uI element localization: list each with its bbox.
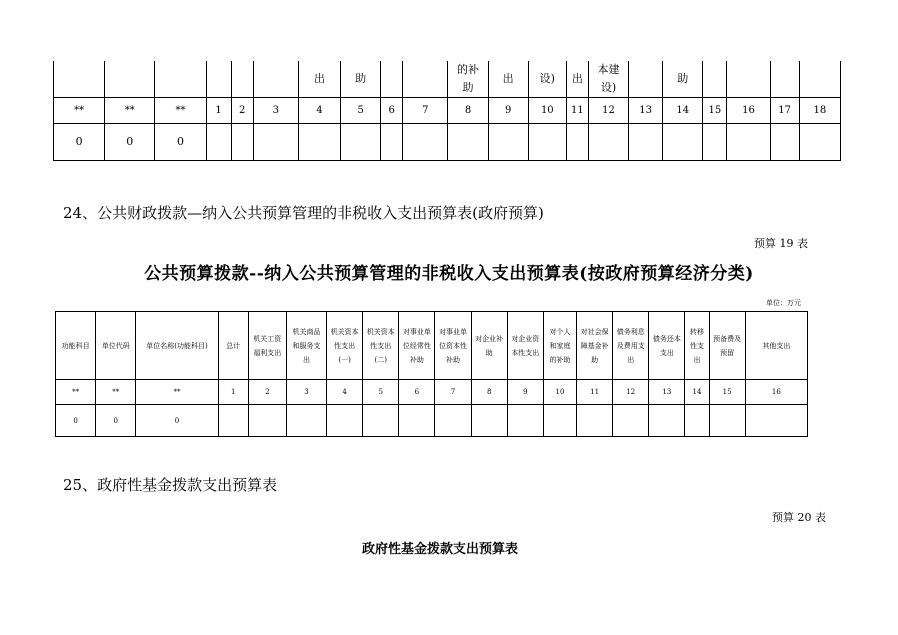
table-cell [403,61,448,98]
table-cell: 其他支出 [745,312,807,380]
table-cell [381,124,403,161]
table-cell [799,61,840,98]
table-cell: ** [96,380,136,405]
table-cell [218,405,248,437]
table-cell [588,124,628,161]
table-cell: 的补 助 [448,61,488,98]
table-cell: 本建 设) [588,61,628,98]
non-tax-budget-table [55,311,808,437]
table-cell: 助 [341,61,381,98]
table-cell: 出 [566,61,588,98]
table-data-row [56,405,808,437]
table-cell: 机关资本性支出(二) [363,312,399,380]
table-cell: 对个人和家庭的补助 [543,312,576,380]
table-cell: ** [56,380,96,405]
table-cell [298,124,340,161]
table-cell: 出 [298,61,340,98]
table-cell [231,61,253,98]
table-cell: 2 [248,380,286,405]
table-cell [613,405,649,437]
table-cell: 总计 [218,312,248,380]
table-cell: 对事业单位资本性补助 [435,312,471,380]
table-cell [727,124,770,161]
table-cell [703,61,727,98]
table-cell: ** [54,98,105,124]
table-cell: 1 [206,98,231,124]
table-cell: 10 [528,98,566,124]
table-cell: 功能科目 [56,312,96,380]
table-cell [435,405,471,437]
table-cell: 机关工资福利支出 [248,312,286,380]
table-cell: 设) [528,61,566,98]
table-cell [745,405,807,437]
table-cell [399,405,435,437]
table-cell: 0 [56,405,96,437]
table-cell [341,124,381,161]
table-cell [663,124,703,161]
table-cell [471,405,507,437]
table-title-19: 公共预算拨款--纳入公共预算管理的非税收入支出预算表(按政府预算经济分类) [144,264,754,284]
table-cell: 1 [218,380,248,405]
table-cell: 8 [448,98,488,124]
table-header-row [54,61,841,98]
table-cell: 5 [341,98,381,124]
table-cell: 0 [136,405,218,437]
table-cell [703,124,727,161]
table-cell [488,124,528,161]
table-cell: 10 [543,380,576,405]
table-cell [54,61,105,98]
table-cell: 18 [799,98,840,124]
table-cell: 机关商品和服务支出 [286,312,326,380]
table-cell [206,124,231,161]
table-cell: 0 [96,405,136,437]
table-cell: 6 [399,380,435,405]
table-cell: 16 [727,98,770,124]
table-cell [206,61,231,98]
table-cell: 0 [105,124,155,161]
table-cell [507,405,543,437]
table-cell: 对企业补助 [471,312,507,380]
table-cell [629,124,663,161]
table-cell: 债务利息及费用支出 [613,312,649,380]
table-cell: 预备费及预留 [709,312,745,380]
table-cell [709,405,745,437]
table-index-row [56,380,808,405]
table-cell [231,124,253,161]
table-cell: 7 [435,380,471,405]
table-cell [577,405,613,437]
table-cell: 8 [471,380,507,405]
unit-label: 单位：万元 [766,299,801,307]
table-cell: 对企业资本性支出 [507,312,543,380]
table-cell [528,124,566,161]
table-cell: 13 [629,98,663,124]
table-cell: 4 [298,98,340,124]
table-cell [566,124,588,161]
table-cell [327,405,363,437]
table-cell: 13 [649,380,685,405]
table-cell [403,124,448,161]
table-cell: 助 [663,61,703,98]
table-cell: 14 [685,380,709,405]
table-cell: 转移性支出 [685,312,709,380]
section-heading-25: 25、政府性基金拨款支出预算表 [63,476,278,494]
table-cell [629,61,663,98]
table-number-19: 预算 19 表 [754,237,808,250]
table-cell [770,61,799,98]
table-index-row [54,98,841,124]
table-cell [155,61,206,98]
table-cell: ** [136,380,218,405]
table-cell: 12 [613,380,649,405]
table-cell: 11 [577,380,613,405]
table-cell [543,405,576,437]
table-cell: 出 [488,61,528,98]
table-cell: 2 [231,98,253,124]
table-cell [253,124,298,161]
table-cell: 对社会保障基金补助 [577,312,613,380]
table-cell: 4 [327,380,363,405]
table-cell: 11 [566,98,588,124]
section-heading-24: 24、公共财政拨款—纳入公共预算管理的非税收入支出预算表(政府预算) [63,204,544,222]
table-cell: 9 [488,98,528,124]
table-cell [799,124,840,161]
table-cell: ** [105,98,155,124]
table-cell: 15 [703,98,727,124]
table-cell: 17 [770,98,799,124]
previous-budget-table [53,61,841,161]
table-header-row [56,312,808,380]
table-title-20: 政府性基金拨款支出预算表 [361,542,518,557]
table-cell [363,405,399,437]
table-cell [448,124,488,161]
table-cell: 3 [253,98,298,124]
table-cell [381,61,403,98]
table-cell [727,61,770,98]
table-cell: 14 [663,98,703,124]
table-cell: 单位代码 [96,312,136,380]
table-cell: 机关资本性支出(一) [327,312,363,380]
table-cell: 15 [709,380,745,405]
table-cell: 0 [155,124,206,161]
table-cell: 0 [54,124,105,161]
table-cell: 9 [507,380,543,405]
table-cell: 5 [363,380,399,405]
table-cell: 7 [403,98,448,124]
table-cell: 对事业单位经常性补助 [399,312,435,380]
table-cell: 6 [381,98,403,124]
table-number-20: 预算 20 表 [772,511,826,524]
table-cell [286,405,326,437]
table-cell: 12 [588,98,628,124]
table-cell [770,124,799,161]
table-cell: 3 [286,380,326,405]
table-data-row [54,124,841,161]
table-cell [649,405,685,437]
table-cell [685,405,709,437]
table-cell: 债务还本支出 [649,312,685,380]
table-cell: 16 [745,380,807,405]
table-cell [105,61,155,98]
table-cell [248,405,286,437]
table-cell [253,61,298,98]
table-cell: ** [155,98,206,124]
table-cell: 单位名称(功能科目) [136,312,218,380]
